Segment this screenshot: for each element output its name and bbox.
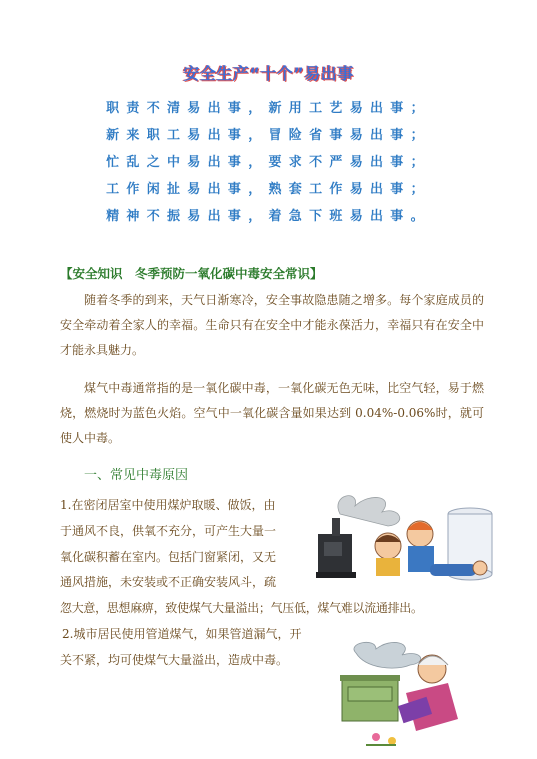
safety-poem: [0, 95, 537, 230]
page-title: 安全生产“十个”易出事: [183, 64, 354, 83]
causes-line: 2.城市居民使用管道煤气，如果管道漏气，开: [62, 626, 302, 641]
causes-line: 1.在密闭居室中使用煤炉取暖、做饭，由: [60, 498, 276, 512]
gas-poisoning-paragraph: 煤气中毒通常指的是一氧化碳中毒，一氧化碳无色无味，比空气轻，易于燃烧，燃烧时为蓝色火焰。空气中一氧化碳含量如果达到 0.04%-0.06%时，就可使人中毒。: [60, 381, 484, 445]
causes-line: 通风措施，未安装或不正确安装风斗，疏: [60, 575, 277, 590]
poem-line: 忙乱之中易出事，要求不严易出事；: [106, 155, 431, 170]
intro-paragraph: 随着冬季的到来，天气日渐寒冷，安全事故隐患随之增多。每个家庭成员的安全牵动着全家人的幸福。生命只有在安全中才能永葆活力，幸福只有在安全中才能永具魅力。: [60, 293, 484, 357]
poem-line: 职责不清易出事，新用工艺易出事；: [106, 101, 431, 116]
stove-and-sick-children-illustration: [310, 484, 496, 584]
poem-line: 新来职工易出事，冒险省事易出事；: [106, 128, 431, 143]
causes-line: 关不紧，均可使煤气大量溢出，造成中毒。: [60, 652, 289, 667]
causes-line: 于通风不良，供氧不充分，可产生大量一: [60, 523, 277, 538]
section-title: 【安全知识 冬季预防一氧化碳中毒安全常识】: [60, 266, 323, 281]
causes-line: 忽大意，思想麻痹，致使煤气大量溢出；气压低，煤气难以流通排出。: [60, 601, 423, 616]
gas-stove-and-fainted-woman-illustration: [336, 639, 466, 749]
poem-line: 精神不振易出事，着急下班易出事。: [106, 209, 431, 224]
poem-line: 工作闲扯易出事，熟套工作易出事；: [106, 182, 431, 197]
causes-line: 氧化碳积蓄在室内。包括门窗紧闭，又无: [60, 549, 277, 564]
causes-heading: 一、常见中毒原因: [84, 468, 189, 483]
